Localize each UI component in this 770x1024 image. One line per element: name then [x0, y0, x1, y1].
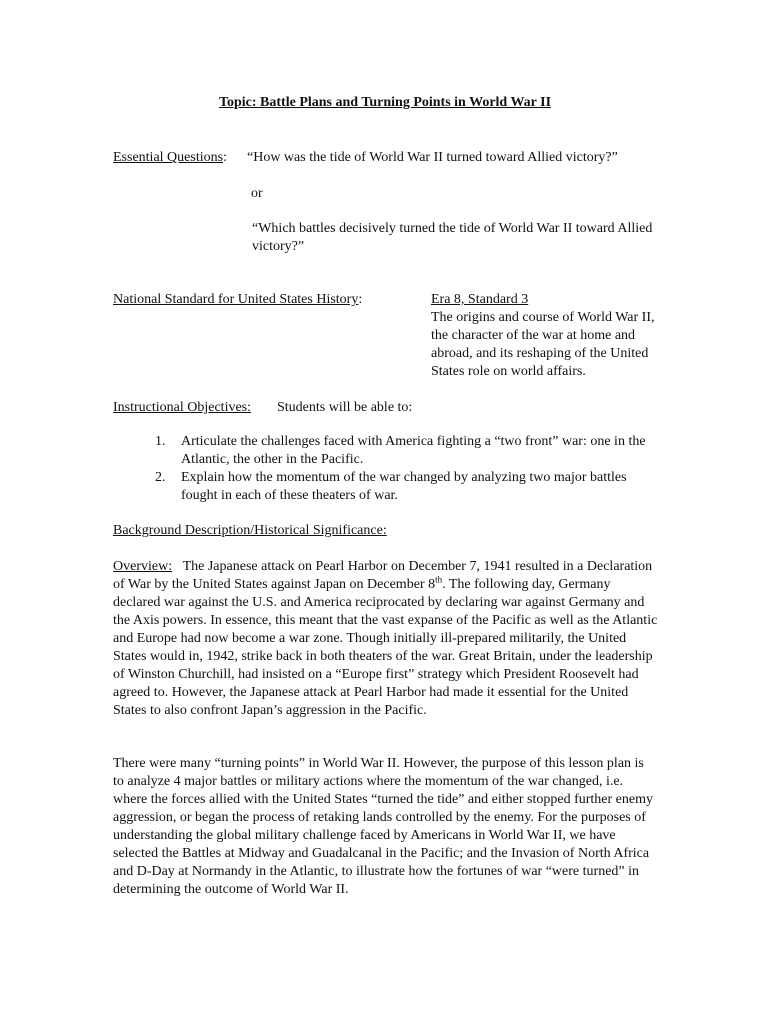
turning-points-paragraph: There were many “turning points” in World War II. However, the purpose of this lesson plan is to analyze 4 major battles or military actions where the momentum of the war changed, i.e. where the forces allied with the United States “turned the tide” and either stopped further enemy aggression, or began the process of retaking lands controlled by the enemy. For the purposes of understanding the global military challenge faced by Americans in World War II, we have selected the Battles at Midway and Guadalcanal in the Pacific; and the Invasion of North Africa and D-Day at Normandy in the Atlantic, to illustrate how the fortunes of war “were turned” in determining the outcome of World War II.	[113, 756, 653, 897]
national-standard-label	[113, 291, 362, 309]
essential-questions-or: or	[251, 186, 263, 201]
objectives-list	[155, 433, 665, 505]
objective-text: Articulate the challenges faced with America fighting a “two front” war: one in the Atlantic, the other in the Pacific.	[181, 434, 646, 467]
national-standard-colon: :	[358, 292, 363, 307]
overview-paragraph	[113, 558, 658, 720]
overview-text-a: The Japanese attack on Pearl Harbor on December 7, 1941 resulted in a Declaration of War by the United States against Japan on December 8	[113, 559, 653, 592]
objective-number: 1.	[155, 434, 166, 449]
objective-item	[155, 433, 665, 469]
objective-item	[155, 469, 665, 505]
background-heading: Background Description/Historical Significance:	[113, 523, 387, 538]
essential-question-1: “How was the tide of World War II turned toward Allied victory?”	[247, 150, 618, 165]
essential-questions-label-text: Essential Questions	[113, 150, 224, 165]
essential-questions-label	[113, 149, 227, 167]
overview-text-b: . The following day, Germany declared war against the U.S. and America reciprocated by declaring war against Germany and the Axis powers. In essence, this meant that the vast expanse of the Pacific as well as the Atlantic and Europe had now become a war zone. Though initially ill-prepared militarily, the United States would in, 1942, strike back in both theaters of the war. Great Britain, under the leadership of Winston Churchill, had insisted on a “Europe first” strategy which President Roosevelt had agreed to. However, the Japanese attack at Pearl Harbor had made it essential for the United States to also confront Japan’s aggression in the Pacific.	[113, 577, 658, 718]
document-title: Topic: Battle Plans and Turning Points in World War II	[218, 95, 552, 110]
national-standard-label-text: National Standard for United States History	[113, 292, 359, 307]
overview-superscript: th	[435, 574, 443, 585]
instructional-objectives-label: Instructional Objectives:	[113, 400, 252, 415]
essential-question-2: “Which battles decisively turned the tide of World War II toward Allied victory?”	[252, 221, 653, 254]
essential-questions-colon: :	[223, 150, 227, 165]
national-standard-description: The origins and course of World War II, the character of the war at home and abroad, and its reshaping of the United States role on world affairs.	[431, 310, 655, 379]
instructional-objectives-lead: Students will be able to:	[277, 400, 413, 415]
objective-text: Explain how the momentum of the war changed by analyzing two major battles fought in each of these theaters of war.	[181, 470, 627, 503]
objective-number: 2.	[155, 470, 166, 485]
national-standard-era: Era 8, Standard 3	[431, 292, 529, 307]
overview-label: Overview:	[113, 559, 173, 574]
